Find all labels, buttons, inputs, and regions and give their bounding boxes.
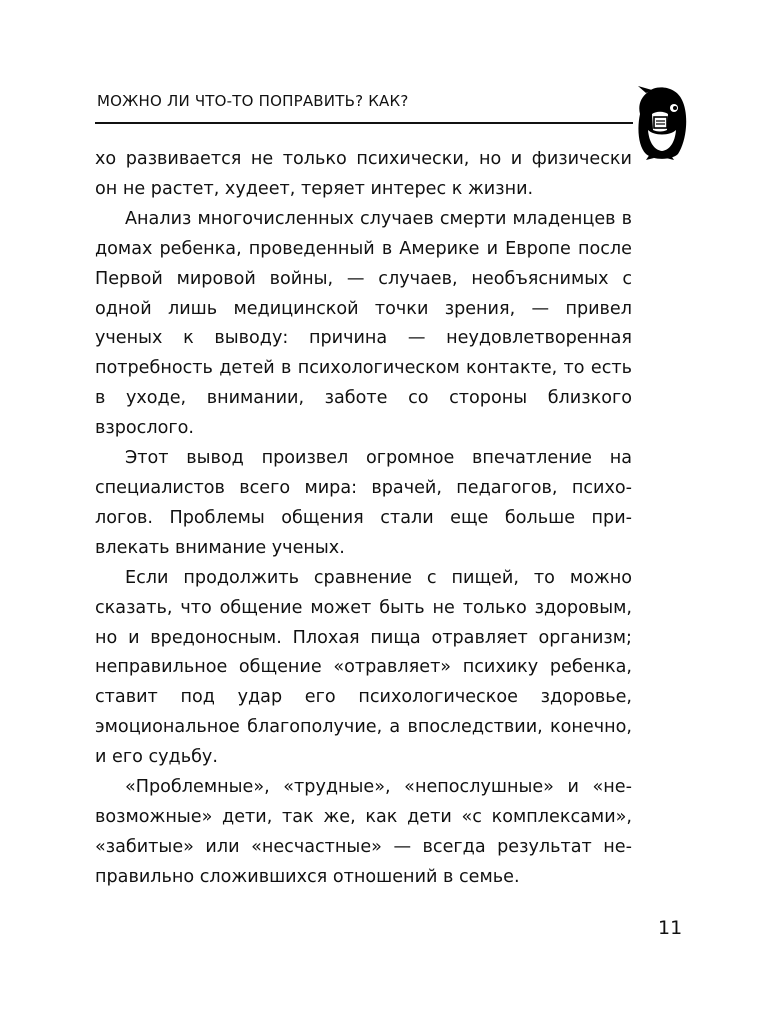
paragraph: Этот вывод произвел огромное впечатление на специалистов всего мира: врачей, педагогов, психологов. Проблемы общения стали еще больше привлекать внимание ученых. <box>95 448 632 558</box>
header-divider <box>95 122 633 124</box>
paragraph-continuation: хо развивается не только психически, но и физически он не растет, худеет, теряет интерес к жизни. <box>95 149 632 199</box>
owl-mascot-icon <box>634 84 690 162</box>
main-text <box>95 145 632 893</box>
paragraph: «Проблемные», «трудные», «непослушные» и «невозможные» дети, так же, как дети «с комплексами», «забитые» или «несчастные» — всегда результат неправильно сложившихся отношений в семье. <box>95 777 632 887</box>
paragraph: Если продолжить сравнение с пищей, то можно сказать, что общение может быть не только здоровым, но и вредоносным. Плохая пища отравляет организм; неправильное общение «отравляет» психику ребенка, ставит под удар его психологическое здоровье, эмоциональное благополучие, а впоследствии, конечно, и его судьбу. <box>95 567 632 768</box>
running-title: МОЖНО ЛИ ЧТО-ТО ПОПРАВИТЬ? КАК? <box>97 92 409 110</box>
paragraph: Анализ многочисленных случаев смерти младенцев в домах ребенка, проведенный в Америке и Европе после Первой мировой войны, — случаев, необъяснимых с одной лишь медицинской точки зрения, — привел ученых к выводу: причина — неудовлетворенная потребность детей в психологическом контакте, то есть в уходе, внимании, заботе со стороны близкого взрослого. <box>95 208 632 439</box>
page-number: 11 <box>658 917 683 939</box>
